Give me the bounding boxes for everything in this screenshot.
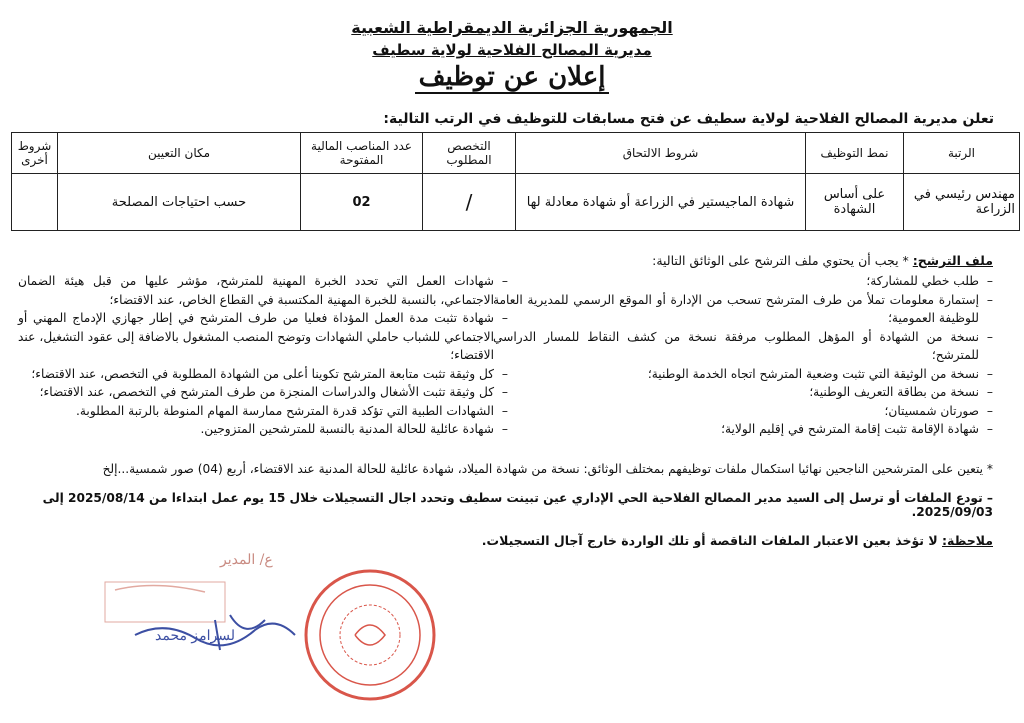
cell-place: حسب احتياجات المصلحة [58, 174, 301, 231]
list-item: – إستمارة معلومات تملأ من طرف المترشح تسحب من الإدارة أو الموقع الرسمي للمديرية العامة للوظيفة العمومية؛ [493, 292, 993, 325]
announcement-title-text: إعلان عن توظيف [415, 62, 610, 94]
directorate-header: مديرية المصالح الفلاحية لولاية سطيف [372, 41, 652, 59]
cell-conditions: شهادة الماجيستير في الزراعة أو شهادة معادلة لها [516, 174, 806, 231]
list-item: – شهادة الإقامة تثبت إقامة المترشح في إقليم الولاية؛ [721, 422, 993, 436]
signature-scribble [95, 560, 335, 660]
documents-label: ملف الترشح: [912, 253, 993, 268]
cell-specialty: / [423, 174, 516, 231]
announcement-title [0, 62, 1024, 92]
list-item: – شهادة تثبت مدة العمل المؤداة فعليا من طرف المترشح في إطار جهازي الإدماج المهني أو الاجتماعي للشباب حاملي الشهادات وتوضح المنصب المشغول بالاضافة إلى عقود التشغيل، عند الاقتضاء؛ [18, 311, 508, 362]
list-item: – طلب خطي للمشاركة؛ [866, 274, 993, 288]
list-item: – كل وثيقة تثبت الأشغال والدراسات المنجزة من طرف المترشح في التخصص، عند الاقتضاء؛ [39, 385, 508, 399]
documents-list-right [493, 272, 993, 439]
stamp-inner-ring [320, 585, 420, 685]
list-item: – كل وثيقة تثبت متابعة المترشح تكوينا أعلى من الشهادة المطلوبة في التخصص، عند الاقتضاء؛ [31, 366, 508, 381]
signature-name: لسرامز محمد [155, 628, 236, 644]
intro-text: تعلن مديرية المصالح الفلاحية لولاية سطيف عن فتح مسابقات للتوظيف في الرتب التالية: [383, 111, 994, 127]
successful-candidates-note: * يتعين على المترشحين الناجحين نهائيا استكمال ملفات توظيفهم بمختلف الوثائق: نسخة من شهادة الميلاد، شهادة عائلية للحالة المدنية عند الاقتضاء، أربع (04) صور شمسية...إلخ [102, 462, 993, 476]
list-item: – شهادات العمل التي تحدد الخبرة المهنية للمترشح، مؤشر عليها من قبل هيئة الضمان الاجتماعي، بالنسبة للخبرة المهنية المكتسبة في القطاع الخاص، عند الاقتضاء؛ [18, 274, 508, 307]
documents-title [652, 253, 993, 268]
list-item: – نسخة من بطاقة التعريف الوطنية؛ [809, 385, 993, 399]
th-positions: عدد المناصب المالية المفتوحة [301, 133, 423, 174]
cell-other [12, 174, 58, 231]
table-header-row [12, 133, 1020, 174]
documents-intro: * يجب أن يحتوي ملف الترشح على الوثائق التالية: [652, 253, 909, 268]
republic-header: الجمهورية الجزائرية الديمقراطية الشعبية [351, 18, 673, 37]
deposit-note: – تودع الملفات أو ترسل إلى السيد مدير المصالح الفلاحية الحي الإداري عين تبينت سطيف وتحدد اجال التسجيلات خلال 15 يوم عمل ابتداءا من 2025/08/14 إلى 2025/09/03. [42, 491, 993, 519]
th-mode: نمط التوظيف [806, 133, 904, 174]
cell-mode: على أساس الشهادة [806, 174, 904, 231]
list-item: – صورتان شمسيتان؛ [884, 403, 993, 418]
list-item: – نسخة من الشهادة أو المؤهل المطلوب مرفقة نسخة من كشف النقاط للمسار الدراسي للمترشح؛ [493, 329, 993, 362]
table-row [12, 174, 1020, 231]
list-item: – نسخة من الوثيقة التي تثبت وضعية المترشح اتجاه الخدمة الوطنية؛ [647, 366, 993, 381]
signature-title: ع/ المدير [220, 552, 273, 568]
th-rank: الرتبة [904, 133, 1020, 174]
documents-list-left [18, 272, 508, 439]
official-stamp [300, 565, 440, 705]
list-item: – الشهادات الطبية التي تؤكد قدرة المترشح ممارسة المهام المنوطة بالرتبة المطلوبة. [76, 403, 508, 418]
th-place: مكان التعيين [58, 133, 301, 174]
cell-positions: 02 [301, 174, 423, 231]
remark [482, 533, 993, 548]
th-conditions: شروط الالتحاق [516, 133, 806, 174]
stamp-emblem [355, 625, 385, 645]
remark-label: ملاحظة: [942, 533, 993, 548]
cell-rank: مهندس رئيسي في الزراعة [904, 174, 1020, 231]
remark-text: لا تؤخذ بعين الاعتبار الملفات الناقصة أو تلك الواردة خارج آجال التسجيلات. [481, 533, 942, 548]
stamp-center [340, 605, 400, 665]
list-item: – شهادة عائلية للحالة المدنية بالنسبة للمترشحين المتزوجين. [200, 422, 508, 436]
th-specialty: التخصص المطلوب [423, 133, 516, 174]
positions-table [11, 132, 1020, 231]
th-other: شروط أخرى [12, 133, 58, 174]
stamp-outer-ring [306, 571, 434, 699]
faded-stamp-line [115, 585, 205, 592]
